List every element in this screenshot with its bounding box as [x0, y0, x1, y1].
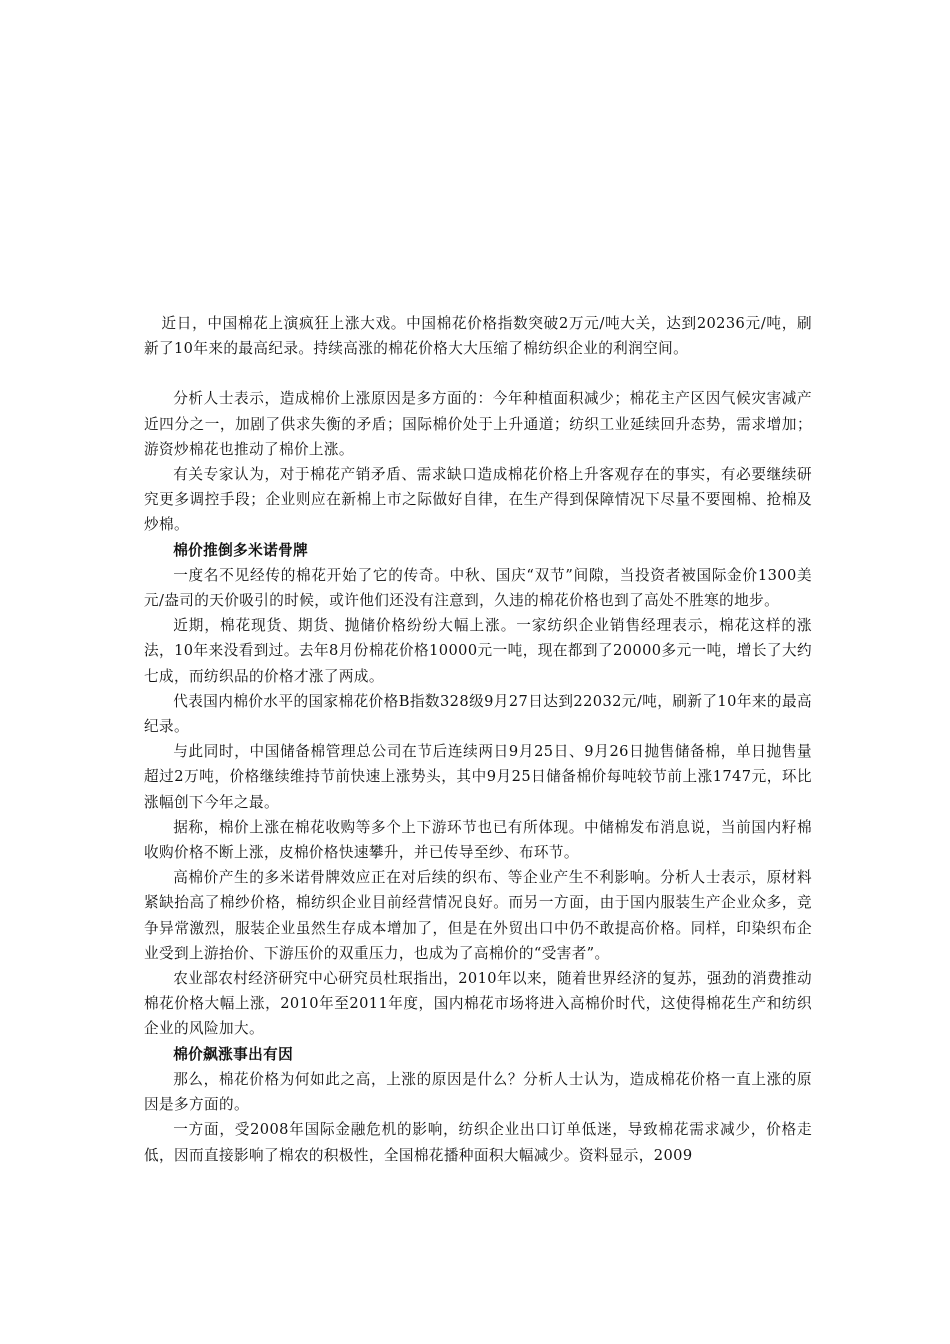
intro-paragraph: 近日，中国棉花上演疯狂上涨大戏。中国棉花价格指数突破2万元/吨大关，达到20236元/吨，刷新了10年来的最高纪录。持续高涨的棉花价格大大压缩了棉纺织企业的利润空间。	[144, 315, 812, 358]
section-heading-causes: 棉价飙涨事出有因	[173, 1045, 294, 1063]
section-heading-domino: 棉价推倒多米诺骨牌	[173, 541, 309, 559]
analysis-paragraph: 分析人士表示，造成棉价上涨原因是多方面的：今年种植面积减少；棉花主产区因气候灾害减产近四分之一，加剧了供求失衡的矛盾；国际棉价处于上升通道；纺织工业延续回升态势，需求增加；游资炒棉花也推动了棉价上涨。	[144, 390, 812, 458]
article-body	[144, 311, 812, 1168]
financial-crisis-paragraph: 一方面，受2008年国际金融危机的影响，纺织企业出口订单低迷，导致棉花需求减少，价格走低，因而直接影响了棉农的积极性，全国棉花播种面积大幅减少。资料显示，2009	[144, 1121, 812, 1164]
legend-paragraph: 一度名不见经传的棉花开始了它的传奇。中秋、国庆“双节”间隙，当投资者被国际金价1300美元/盎司的天价吸引的时候，或许他们还没有注意到，久违的棉花价格也到了高处不胜寒的地步。	[144, 566, 812, 610]
upstream-paragraph: 据称，棉价上涨在棉花收购等多个上下游环节也已有所体现。中储棉发布消息说，当前国内籽棉收购价格不断上涨，皮棉价格快速攀升，并已传导至纱、布环节。	[144, 818, 812, 862]
paragraph-spacer	[144, 361, 812, 386]
domino-effect-paragraph: 高棉价产生的多米诺骨牌效应正在对后续的织布、等企业产生不利影响。分析人士表示，原材料紧缺抬高了棉纱价格，棉纺织企业目前经营情况良好。而另一方面，由于国内服装生产企业众多，竞争异常激烈，服装企业虽然生存成本增加了，但是在外贸出口中仍不敢提高价格。同样，印染织布企业受到上游抬价、下游压价的双重压力，也成为了高棉价的“受害者”。	[144, 869, 812, 962]
researcher-paragraph: 农业部农村经济研究中心研究员杜珉指出，2010年以来，随着世界经济的复苏，强劲的消费推动棉花价格大幅上涨，2010年至2011年度，国内棉花市场将进入高棉价时代，这使得棉花生产和纺织企业的风险加大。	[144, 970, 812, 1038]
index-paragraph: 代表国内棉价水平的国家棉花价格B指数328级9月27日达到22032元/吨，刷新了10年来的最高纪录。	[144, 692, 812, 736]
recent-prices-paragraph: 近期，棉花现货、期货、抛储价格纷纷大幅上涨。一家纺织企业销售经理表示，棉花这样的涨法，10年来没看到过。去年8月份棉花价格10000元一吨，现在都到了20000多元一吨，增长了大约七成，而纺织品的价格才涨了两成。	[144, 617, 812, 685]
reserve-paragraph: 与此同时，中国储备棉管理总公司在节后连续两日9月25日、9月26日抛售储备棉，单日抛售量超过2万吨，价格继续维持节前快速上涨势头，其中9月25日储备棉价每吨较节前上涨1747元，环比涨幅创下今年之最。	[144, 743, 812, 811]
causes-paragraph: 那么，棉花价格为何如此之高，上涨的原因是什么？分析人士认为，造成棉花价格一直上涨的原因是多方面的。	[144, 1070, 812, 1114]
expert-paragraph: 有关专家认为，对于棉花产销矛盾、需求缺口造成棉花价格上升客观存在的事实，有必要继续研究更多调控手段；企业则应在新棉上市之际做好自律，在生产得到保障情况下尽量不要囤棉、抢棉及炒棉。	[144, 466, 812, 534]
